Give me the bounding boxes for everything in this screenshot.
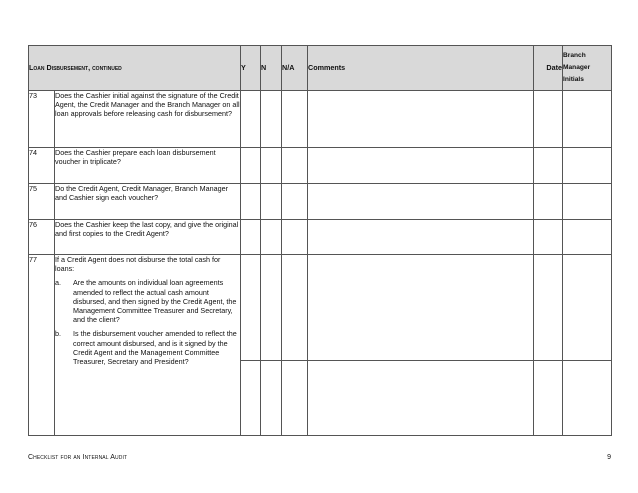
cell-date[interactable] — [534, 255, 563, 361]
table-row — [29, 91, 612, 148]
cell-date[interactable] — [534, 148, 563, 184]
question-text — [55, 255, 241, 436]
cell-comments[interactable] — [308, 91, 534, 148]
cell-initials[interactable] — [563, 220, 612, 255]
header-n: N — [261, 46, 282, 91]
question-text: Does the Cashier prepare each loan disbursement voucher in triplicate? — [55, 148, 241, 184]
cell-initials[interactable] — [563, 361, 612, 436]
cell-na[interactable] — [282, 361, 308, 436]
cell-date[interactable] — [534, 361, 563, 436]
cell-n[interactable] — [261, 220, 282, 255]
checklist-table — [28, 45, 612, 436]
cell-na[interactable] — [282, 255, 308, 361]
header-branch-manager-initials: Branch Manager Initials — [563, 46, 612, 91]
cell-n[interactable] — [261, 255, 282, 361]
cell-initials[interactable] — [563, 184, 612, 220]
cell-y[interactable] — [241, 148, 261, 184]
cell-initials[interactable] — [563, 255, 612, 361]
cell-y[interactable] — [241, 91, 261, 148]
cell-na[interactable] — [282, 220, 308, 255]
question-text: Does the Cashier initial against the signature of the Credit Agent, the Credit Manager and the Branch Manager on all loan approvals before releasing cash for disbursement? — [55, 91, 241, 148]
cell-na[interactable] — [282, 91, 308, 148]
page-footer — [28, 454, 611, 461]
cell-date[interactable] — [534, 220, 563, 255]
cell-n[interactable] — [261, 91, 282, 148]
table-header-row — [29, 46, 612, 91]
cell-n[interactable] — [261, 184, 282, 220]
question-text: Do the Credit Agent, Credit Manager, Branch Manager and Cashier sign each voucher? — [55, 184, 241, 220]
row-number: 74 — [29, 148, 55, 184]
sub-question-text: Is the disbursement voucher amended to reflect the correct amount disbursed, and is it signed by the Credit Agent and the Management Committee Treasurer, Secretary and President? — [73, 329, 237, 367]
cell-comments[interactable] — [308, 148, 534, 184]
cell-comments[interactable] — [308, 255, 534, 361]
table-row — [29, 184, 612, 220]
row-number: 75 — [29, 184, 55, 220]
sub-question-letter: b. — [55, 329, 61, 339]
cell-n[interactable] — [261, 361, 282, 436]
cell-na[interactable] — [282, 148, 308, 184]
cell-initials[interactable] — [563, 91, 612, 148]
cell-date[interactable] — [534, 91, 563, 148]
sub-question-letter: a. — [55, 278, 61, 288]
cell-y[interactable] — [241, 184, 261, 220]
table-row — [29, 255, 612, 361]
row-number: 73 — [29, 91, 55, 148]
cell-comments[interactable] — [308, 220, 534, 255]
question-intro: If a Credit Agent does not disburse the total cash for loans: — [55, 255, 221, 274]
cell-y[interactable] — [241, 255, 261, 361]
cell-y[interactable] — [241, 220, 261, 255]
cell-na[interactable] — [282, 184, 308, 220]
cell-n[interactable] — [261, 148, 282, 184]
header-date: Date — [534, 46, 563, 91]
section-title: Loan Disbursement, continued — [29, 46, 241, 91]
page-number: 9 — [607, 454, 611, 461]
cell-comments[interactable] — [308, 361, 534, 436]
sub-question-b — [55, 329, 240, 366]
footer-document-title: Checklist for an Internal Audit — [28, 454, 128, 461]
cell-comments[interactable] — [308, 184, 534, 220]
row-number: 77 — [29, 255, 55, 436]
row-number: 76 — [29, 220, 55, 255]
table-row — [29, 220, 612, 255]
question-text: Does the Cashier keep the last copy, and give the original and first copies to the Credit Agent? — [55, 220, 241, 255]
cell-initials[interactable] — [563, 148, 612, 184]
cell-date[interactable] — [534, 184, 563, 220]
header-comments: Comments — [308, 46, 534, 91]
sub-question-a — [55, 278, 240, 324]
header-y: Y — [241, 46, 261, 91]
cell-y[interactable] — [241, 361, 261, 436]
header-na: N/A — [282, 46, 308, 91]
sub-question-text: Are the amounts on individual loan agreements amended to reflect the actual cash amount disbursed, and then signed by the Credit Agent, the Management Committee Treasurer and Secretary, and the client? — [73, 278, 237, 325]
table-row — [29, 148, 612, 184]
